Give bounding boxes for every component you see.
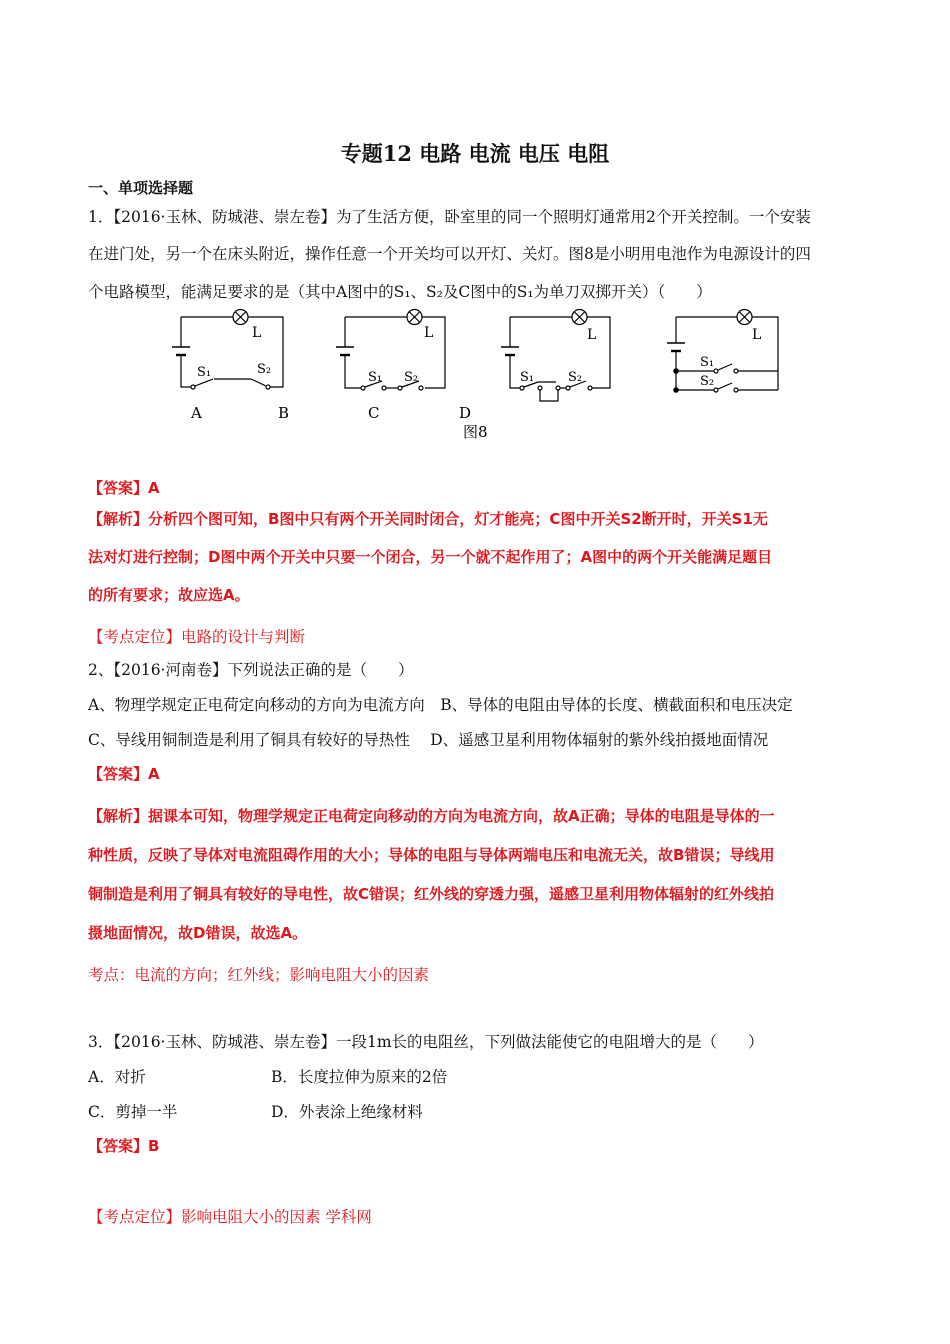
figure-caption: 图8 [463, 423, 488, 441]
switch-label-s2: S₂ [257, 362, 272, 377]
circuit-label-a: A [191, 404, 202, 422]
q3-option-d: D．外表涂上绝缘材料 [271, 1103, 423, 1121]
q1-stem-line: 在进门处，另一个在床头附近，操作任意一个开关均可以开灯、关灯。图8是小明用电池作为电源设计的四 [88, 245, 811, 263]
q1-analysis-line: 法对灯进行控制；D图中两个开关中只要一个闭合，另一个就不起作用了；A图中的两个开关能满足题目 [88, 548, 773, 566]
circuit-figure [0, 305, 950, 445]
switch-label-s1: S₁ [197, 365, 212, 380]
q1-analysis-line: 的所有要求；故应选A。 [88, 586, 250, 604]
lamp-label: L [424, 325, 434, 341]
circuit-c-alt [501, 310, 610, 402]
circuit-label-d: D [459, 404, 472, 422]
q1-stem-line: 1．【2016·玉林、防城港、崇左卷】为了生活方便，卧室里的同一个照明灯通常用2个开关控制。一个安装 [88, 208, 811, 226]
q2-option-line: A、物理学规定正电荷定向移动的方向为电流方向 B、导体的电阻由导体的长度、横截面积和电压决定 [88, 696, 793, 714]
circuit-a [172, 310, 283, 390]
q1-stem-line: 个电路模型，能满足要求的是（其中A图中的S₁、S₂及C图中的S₁为单刀双掷开关）（ ） [88, 283, 712, 301]
q2-keypoint: 考点：电流的方向；红外线；影响电阻大小的因素 [88, 966, 430, 984]
q2-option-line: C、导线用铜制造是利用了铜具有较好的导热性 D、遥感卫星利用物体辐射的紫外线拍摄地面情况 [88, 731, 769, 749]
lamp-label: L [252, 325, 262, 341]
circuit-c [336, 310, 445, 391]
q1-keypoint: 【考点定位】电路的设计与判断 [88, 628, 306, 646]
q3-keypoint: 【考点定位】影响电阻大小的因素 学科网 [88, 1208, 372, 1226]
switch-label-s2: S₂ [568, 370, 583, 385]
switch-label-s1: S₁ [700, 355, 715, 370]
switch-label-s1: S₁ [520, 370, 535, 385]
q2-analysis-line: 铜制造是利用了铜具有较好的导电性，故C错误；红外线的穿透力强，遥感卫星利用物体辐射的红外线拍 [88, 885, 775, 903]
q3-option-b: B．长度拉伸为原来的2倍 [271, 1068, 448, 1086]
page-title: 专题12 电路 电流 电压 电阻 [340, 141, 610, 166]
circuit-d [667, 310, 778, 393]
q2-answer: 【答案】A [88, 765, 160, 783]
circuit-label-c: C [368, 404, 380, 422]
q1-answer: 【答案】A [88, 479, 160, 497]
q2-analysis-line: 种性质，反映了导体对电流阻碍作用的大小；导体的电阻与导体两端电压和电流无关，故B错误；导线用 [88, 846, 775, 864]
switch-label-s2: S₂ [700, 374, 715, 389]
section-heading: 一、单项选择题 [88, 179, 194, 197]
q1-analysis-line: 【解析】分析四个图可知，B图中只有两个开关同时闭合，灯才能亮；C图中开关S2断开时，开关S1无 [88, 510, 768, 528]
q3-stem: 3．【2016·玉林、防城港、崇左卷】一段1m长的电阻丝，下列做法能使它的电阻增大的是（ ） [88, 1033, 764, 1051]
circuit-label-b: B [278, 404, 290, 422]
q3-option-c: C．剪掉一半 [88, 1103, 178, 1121]
q2-analysis-line: 摄地面情况，故D错误，故选A。 [88, 924, 308, 942]
q2-analysis-line: 【解析】据课本可知，物理学规定正电荷定向移动的方向为电流方向，故A正确；导体的电阻是导体的一 [88, 807, 775, 825]
q3-answer: 【答案】B [88, 1137, 160, 1155]
q2-stem: 2、【2016·河南卷】下列说法正确的是（ ） [88, 661, 414, 679]
lamp-label: L [587, 327, 597, 343]
lamp-label: L [752, 327, 762, 343]
switch-label-s2: S₂ [404, 370, 419, 385]
q3-option-a: A．对折 [88, 1068, 146, 1086]
switch-label-s1: S₁ [368, 370, 383, 385]
